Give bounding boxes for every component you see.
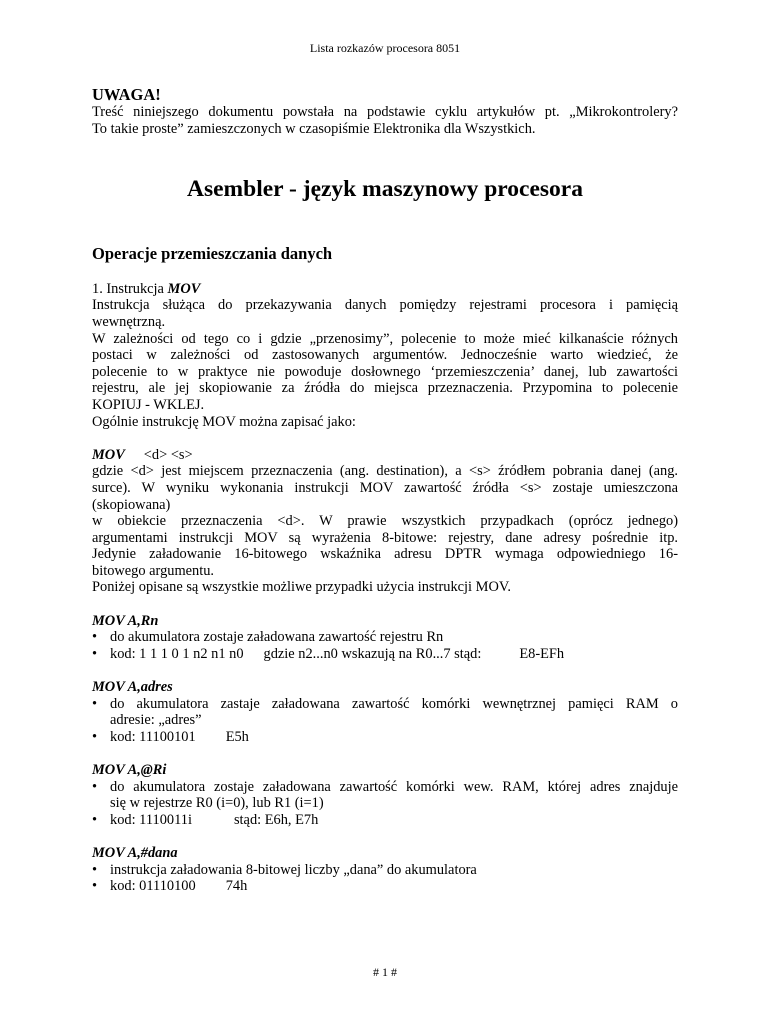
bullet-icon: • — [92, 861, 98, 878]
intro-paragraph-1-line-1: Instrukcja służąca do przekazywania danych pomiędzy rejestrami procesora i pamięcią — [92, 297, 678, 314]
notice-line-1: Treść niniejszego dokumentu powstała na podstawie cyklu artykułów pt. „Mikrokontrolery? — [92, 104, 678, 120]
bullet-icon: • — [92, 728, 98, 745]
page-title: Asembler - język maszynowy procesora — [187, 176, 583, 203]
syntax-desc-line-8: Poniżej opisane są wszystkie możliwe przypadki użycia instrukcji MOV. — [92, 579, 511, 596]
list-item — [92, 646, 678, 663]
bullet-text: instrukcja załadowania 8-bitowej liczby „dana” do akumulatora — [110, 861, 477, 878]
page-header: Lista rozkazów procesora 8051 — [309, 41, 461, 55]
document-page — [92, 0, 678, 1024]
bullet-icon: • — [92, 778, 98, 795]
opcode-hex: stąd: E6h, E7h — [233, 811, 319, 828]
bullet-text: do akumulatora zostaje załadowana zawartość rejestru Rn — [110, 629, 444, 646]
page-number: # 1 # — [373, 965, 397, 979]
intro-paragraph-2-line-3: polecenie to w praktyce nie powoduje dosłownego ‘przemieszczenia’ danej, lub zawartości — [92, 363, 678, 380]
notice-line-2: To takie proste” zamieszczonych w czasopiśmie Elektronika dla Wszystkich. — [92, 120, 536, 137]
opcode-bits: kod: 01110100 — [110, 878, 196, 895]
bullet-text-line-2: adresie: „adres” — [110, 712, 202, 729]
syntax-desc-line-1: gdzie <d> jest miejscem przeznaczenia (ang. destination), a <s> źródłem pobrania danej (ang. — [92, 463, 678, 480]
opcode-hex: E5h — [225, 728, 249, 745]
syntax-desc-line-7: bitowego argumentu. — [92, 562, 215, 579]
list-item — [92, 812, 678, 829]
list-item — [92, 629, 678, 646]
instr-bullets-mov-a-adres — [92, 696, 678, 746]
instruction-number: 1. Instrukcja — [92, 280, 168, 297]
bullet-icon: • — [92, 695, 98, 712]
intro-paragraph-2-line-2: postaci w zależności od zastosowanych argumentów. Jednocześnie warto wiedzieć, że — [92, 347, 678, 364]
bullet-icon: • — [92, 645, 98, 662]
instr-title-mov-a-adres: MOV A,adres — [92, 679, 173, 696]
syntax-desc-line-4: w obiekcie przeznaczenia <d>. W prawie wszystkich przypadkach (oprócz jednego) — [92, 513, 678, 530]
opcode-hex: 74h — [225, 878, 248, 895]
section-heading: Operacje przemieszczania danych — [92, 244, 333, 264]
instruction-heading — [92, 281, 678, 298]
notice-title: UWAGA! — [92, 85, 161, 104]
list-item — [92, 779, 678, 812]
instr-bullets-mov-a-ri — [92, 779, 678, 829]
opcode-bits: kod: 1 1 1 0 1 n2 n1 n0 — [110, 645, 244, 662]
intro-paragraph-1-line-2: wewnętrzną. — [92, 313, 166, 330]
syntax-desc-line-2: surce). W wyniku wykonania instrukcji MOV zawartość źródła <s> zostaje umieszczona — [92, 479, 678, 496]
bullet-text-line-2: się w rejestrze R0 (i=0), lub R1 (i=1) — [110, 795, 324, 812]
instr-bullets-mov-a-dana — [92, 862, 678, 895]
list-item — [92, 862, 678, 879]
syntax-desc-line-6: Jedynie załadowanie 16-bitowego wskaźnika adresu DPTR wymaga odpowiedniego 16- — [92, 546, 678, 563]
syntax-mnemonic: MOV — [92, 446, 125, 463]
instr-title-mov-a-rn: MOV A,Rn — [92, 612, 159, 629]
list-item — [92, 696, 678, 729]
bullet-text-line-1: do akumulatora zostaje załadowana zawartość komórki wew. RAM, której adres znajduje — [110, 778, 678, 795]
intro-paragraph-3: Ogólnie instrukcję MOV można zapisać jako: — [92, 413, 356, 430]
bullet-icon: • — [92, 878, 98, 895]
instr-title-mov-a-dana: MOV A,#dana — [92, 844, 178, 861]
bullet-text-line-1: do akumulatora zastaje załadowana zawartość komórki wewnętrznej pamięci RAM o — [110, 695, 678, 712]
instr-bullets-mov-a-rn — [92, 629, 678, 662]
intro-paragraph-2-line-1: W zależności od tego co i gdzie „przenosimy”, polecenie to może mieć kilkanaście różnych — [92, 330, 678, 347]
syntax-args: <d> <s> — [143, 446, 193, 463]
syntax-line — [92, 447, 678, 464]
opcode-bits: kod: 1110011i — [110, 811, 192, 828]
intro-paragraph-2-line-5: KOPIUJ - WKLEJ. — [92, 396, 205, 413]
intro-paragraph-2-line-4: rejestru, ale jej skopiowanie za źródła do miejsca przeznaczenia. Przypomina to polecenie — [92, 380, 678, 397]
instr-title-mov-a-ri: MOV A,@Ri — [92, 762, 167, 778]
syntax-desc-line-5: argumentami instrukcji MOV są wyrażenia 8-bitowe: rejestry, dane adresy pośrednie itp. — [92, 529, 678, 546]
list-item — [92, 729, 678, 746]
opcode-bits: kod: 11100101 — [110, 728, 196, 745]
opcode-note: gdzie n2...n0 wskazują na R0...7 stąd: — [263, 645, 482, 662]
instruction-mnemonic: MOV — [167, 280, 201, 297]
bullet-icon: • — [92, 811, 98, 828]
bullet-icon: • — [92, 629, 98, 646]
opcode-hex: E8-EFh — [519, 645, 565, 662]
list-item — [92, 878, 678, 895]
document-body — [92, 86, 678, 895]
syntax-desc-line-3: (skopiowana) — [92, 496, 171, 513]
